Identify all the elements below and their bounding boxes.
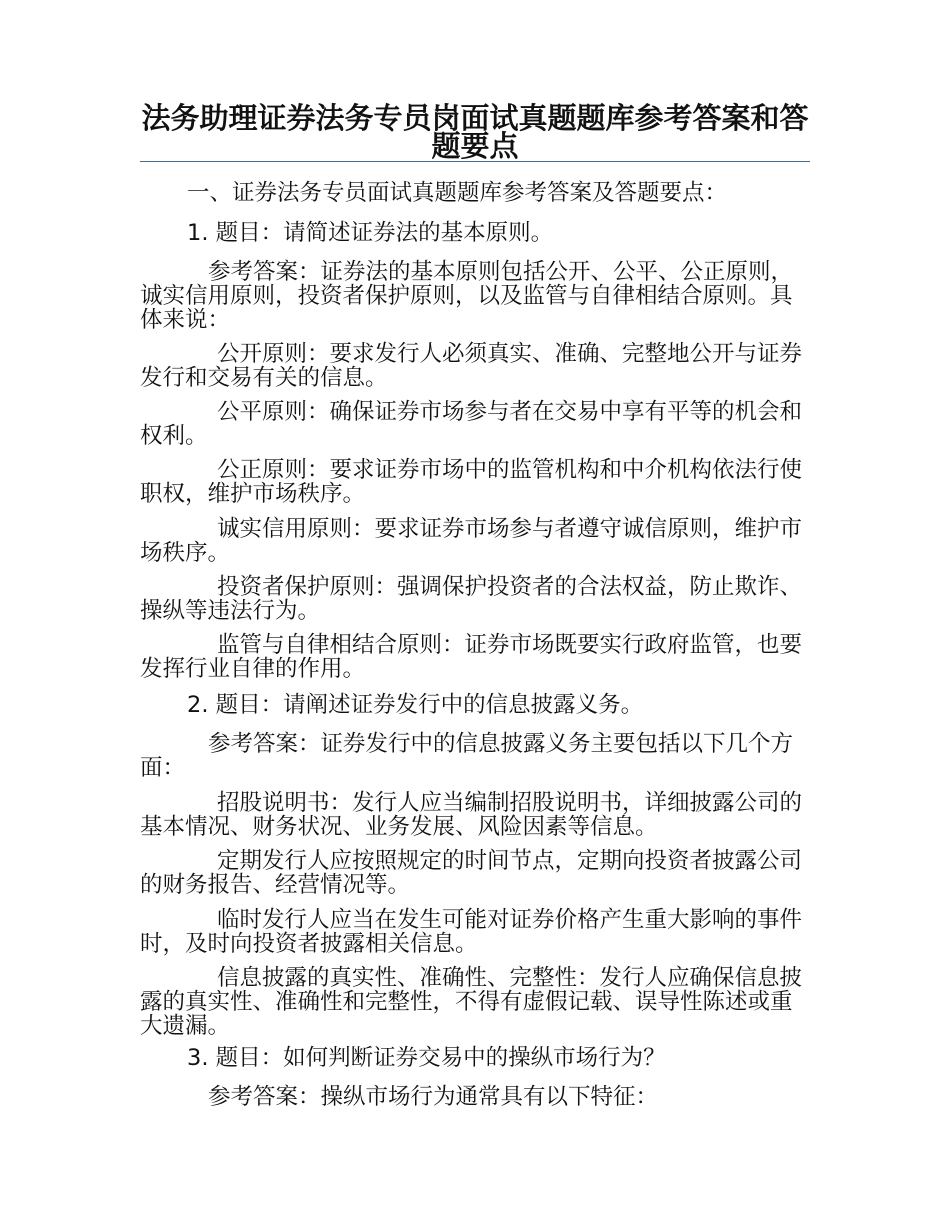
- answer-2-item-prospectus: 招股说明书：发行人应当编制招股说明书，详细披露公司的基本情况、财务状况、业务发展、风险因素等信息。: [140, 790, 803, 840]
- question-1: 1. 题目：请简述证券法的基本原则。: [187, 220, 554, 246]
- answer-1-item-regulation: 监管与自律相结合原则：证券市场既要实行政府监管，也要发挥行业自律的作用。: [140, 632, 803, 682]
- answer-3: 参考答案：操纵市场行为通常具有以下特征：: [208, 1084, 659, 1110]
- document-title: 法务助理证券法务专员岗面试真题题库参考答案和答题要点: [141, 101, 809, 163]
- answer-1-item-open: 公开原则：要求发行人必须真实、准确、完整地公开与证券发行和交易有关的信息。: [140, 341, 803, 391]
- question-3: 3. 题目：如何判断证券交易中的操纵市场行为？: [187, 1045, 666, 1071]
- section-heading: 一、证券法务专员面试真题题库参考答案及答题要点：: [187, 180, 728, 206]
- answer-1: 参考答案：证券法的基本原则包括公开、公平、公正原则，诚实信用原则，投资者保护原则，以及监管与自律相结合原则。具体来说：: [140, 259, 794, 333]
- answer-1-item-investor-protection: 投资者保护原则：强调保护投资者的合法权益，防止欺诈、操纵等违法行为。: [140, 574, 803, 624]
- answer-2-item-periodic: 定期发行人应按照规定的时间节点，定期向投资者披露公司的财务报告、经营情况等。: [140, 848, 803, 898]
- title-underline: [140, 161, 810, 162]
- answer-2: 参考答案：证券发行中的信息披露义务主要包括以下几个方面：: [140, 731, 794, 781]
- answer-2-item-accuracy: 信息披露的真实性、准确性、完整性：发行人应确保信息披露的真实性、准确性和完整性，不得有虚假记载、误导性陈述或重大遗漏。: [140, 965, 803, 1039]
- answer-1-item-just: 公正原则：要求证券市场中的监管机构和中介机构依法行使职权，维护市场秩序。: [140, 457, 803, 507]
- question-2: 2. 题目：请阐述证券发行中的信息披露义务。: [187, 692, 644, 718]
- answer-2-item-interim: 临时发行人应当在发生可能对证券价格产生重大影响的事件时，及时向投资者披露相关信息。: [140, 907, 803, 957]
- answer-1-item-integrity: 诚实信用原则：要求证券市场参与者遵守诚信原则，维护市场秩序。: [140, 516, 803, 566]
- answer-1-item-fair: 公平原则：确保证券市场参与者在交易中享有平等的机会和权利。: [140, 399, 803, 449]
